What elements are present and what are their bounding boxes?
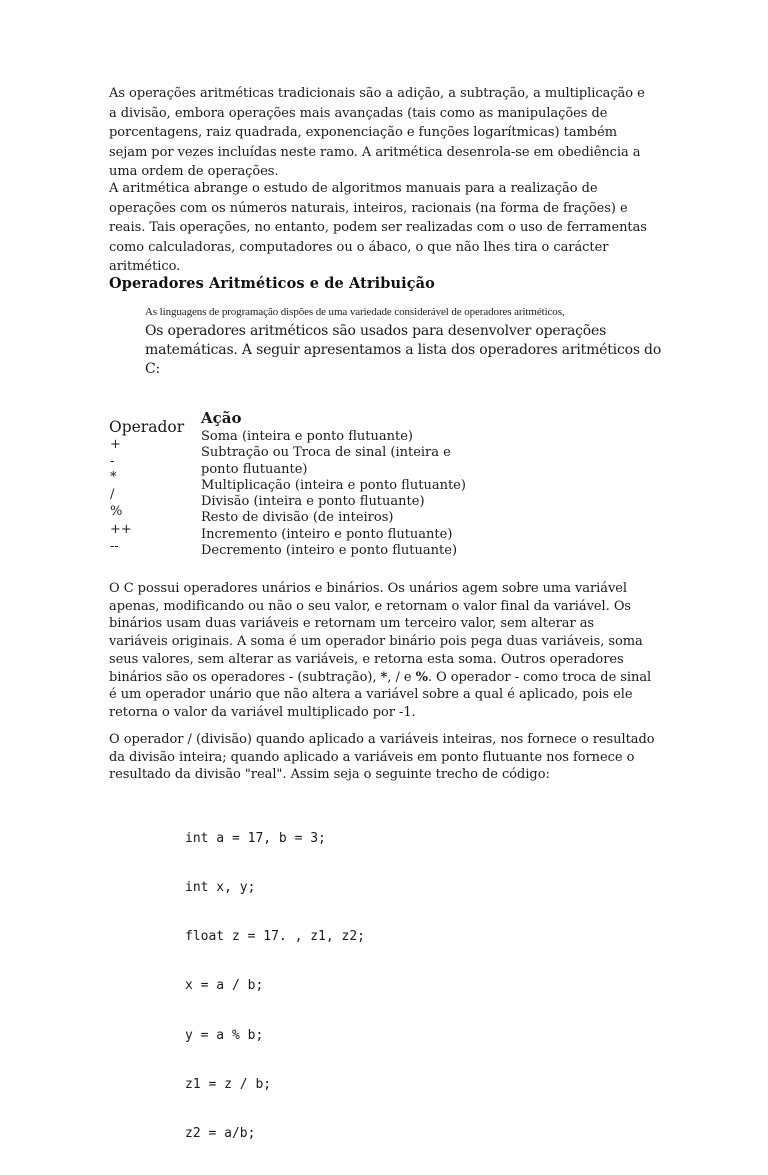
code-line: y = a % b; [185,1027,264,1043]
paragraph-unary-binary-part-c: . O operador - como troca de sinal é um operador unário que não altera a variável sobre a qual é aplicado, pois ele retorna o valor da variável multiplicado por -1. [109,669,652,720]
code-line: int a = 17, b = 3; [185,830,326,846]
operator-symbol: - [110,453,115,469]
action-description: Incremento (inteiro e ponto flutuante) [201,526,453,542]
operator-symbol: * [110,469,117,485]
paragraph-unary-binary-part-a: O C possui operadores unários e binários. Os unários agem sobre uma variável apenas, modificando ou não o seu valor, e retornam o valor final da variável. Os binários usam duas variáveis e retornam um terceiro valor, sem alterar as variáveis originais. A soma é um operador binário pois pega duas variáveis, soma seus valores, sem alterar as variáveis, e retorna esta soma. Outros operadores binários são os operadores - (subtração), [109,581,643,685]
code-line: float z = 17. , z1, z2; [185,929,366,945]
paragraph-arithmetic-operations: As operações aritméticas tradicionais são a adição, a subtração, a multiplicação e a divisão, embora operações mais avançadas (tais como as manipulações de porcentagens, raiz quadrada, exponenciação e funções logarítmicas) também sejam por vezes incluídas neste ramo. A aritmética desenrola-se em obediência a uma ordem de operações. [109,86,645,179]
code-line: z1 = z / b; [185,1076,272,1092]
paragraph-unary-binary-separator: , / e [387,669,416,685]
action-column [201,429,491,559]
note-intro-text: Os operadores aritméticos são usados para desenvolver operações matemáticas. A seguir apresentamos a lista dos operadores aritméticos do C: [145,323,662,377]
action-description: Divisão (inteira e ponto flutuante) [201,494,425,510]
action-description: Multiplicação (inteira e ponto flutuante) [201,477,466,493]
section-heading: Operadores Aritméticos e de Atribuição [109,275,435,292]
action-description: Soma (inteira e ponto flutuante) [201,429,413,444]
operator-column [110,436,190,556]
operator-symbol: -- [110,539,119,554]
paragraph-division-operator: O operador / (divisão) quando aplicado a variáveis inteiras, nos fornece o resultado da divisão inteira; quando aplicado a variáveis em ponto flutuante nos fornece o resultado da divisão "real". Assim seja o seguinte trecho de código: [109,732,655,783]
paragraph-unary-binary [109,580,655,722]
paragraph-arithmetic-scope: A aritmética abrange o estudo de algoritmos manuais para a realização de operações com os números naturais, inteiros, racionais (na forma de frações) e reais. Tais operações, no entanto, podem ser realizadas com o uso de ferramentas como calculadoras, computadores ou o ábaco, o que não lhes tira o carácter aritmético. [109,181,647,274]
action-description: Resto de divisão (de inteiros) [201,510,394,526]
code-line: x = a / b; [185,978,264,994]
action-description: Decremento (inteiro e ponto flutuante) [201,543,458,559]
operator-symbol: + [110,437,121,452]
table-header-operator: Operador [109,418,185,436]
modulo-operator-bold: % [415,669,428,685]
operator-symbol: ++ [110,521,132,537]
note-small-text: As linguagens de programação dispões de uma variedade considerável de operadores aritméticos, [145,306,565,318]
code-line: int x, y; [185,880,256,896]
operator-symbol: % [110,504,123,519]
table-header-action: Ação [201,409,242,427]
code-block [185,798,365,1175]
code-line: z2 = a/b; [185,1126,256,1142]
action-description: Subtração ou Troca de sinal (inteira e ponto flutuante) [201,445,451,477]
multiply-operator-bold: * [380,669,388,685]
operator-symbol: / [110,486,115,502]
